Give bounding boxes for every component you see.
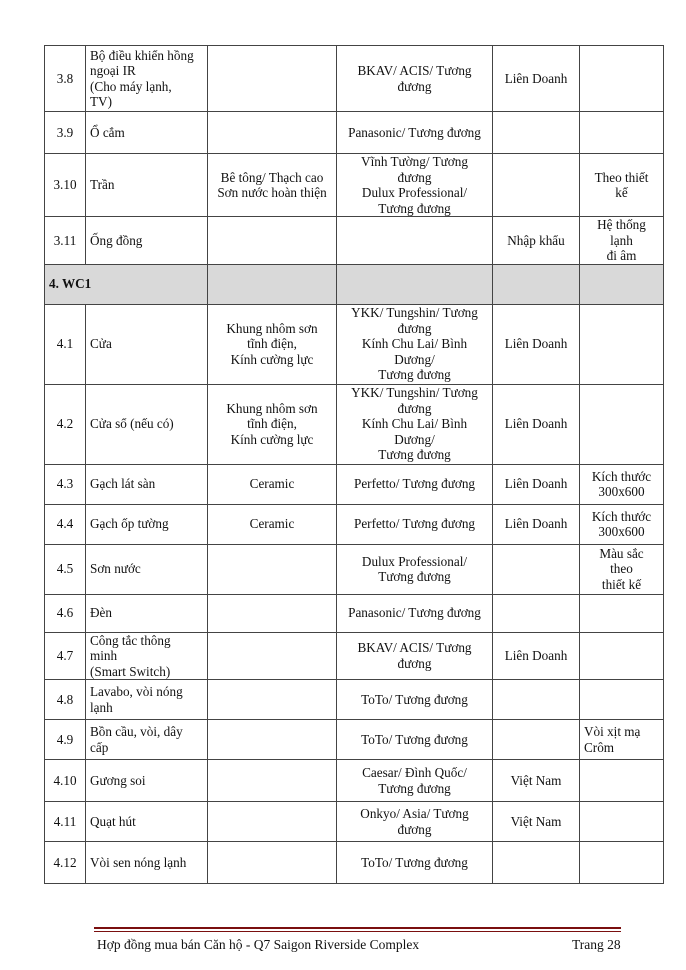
item-material	[208, 842, 337, 884]
item-name: Bộ điều khiển hồng ngoại IR (Cho máy lạnh, TV)	[86, 46, 208, 112]
item-name: Quạt hút	[86, 802, 208, 842]
item-note	[580, 594, 664, 632]
table-row	[45, 504, 664, 544]
item-number: 4.1	[45, 304, 86, 384]
item-material: Khung nhôm sơn tĩnh điện, Kính cường lực	[208, 384, 337, 464]
section-empty-cell	[580, 264, 664, 304]
item-origin	[493, 720, 580, 760]
item-number: 3.9	[45, 112, 86, 154]
item-origin: Liên Doanh	[493, 464, 580, 504]
section-empty-cell	[493, 264, 580, 304]
item-material	[208, 632, 337, 680]
materials-table	[44, 45, 664, 884]
item-name: Sơn nước	[86, 544, 208, 594]
footer-divider-thin	[94, 931, 621, 932]
footer-title: Hợp đồng mua bán Căn hộ - Q7 Saigon Riverside Complex	[97, 937, 420, 952]
item-origin	[493, 680, 580, 720]
item-note	[580, 842, 664, 884]
item-origin	[493, 544, 580, 594]
item-material	[208, 760, 337, 802]
table-row	[45, 594, 664, 632]
page-number: Trang 28	[572, 937, 621, 952]
section-title: 4. WC1	[45, 264, 208, 304]
item-number: 4.12	[45, 842, 86, 884]
item-number: 4.6	[45, 594, 86, 632]
item-number: 4.5	[45, 544, 86, 594]
item-brand: Onkyo/ Asia/ Tương đương	[337, 802, 493, 842]
section-empty-cell	[208, 264, 337, 304]
table-row	[45, 154, 664, 217]
item-material: Khung nhôm sơn tĩnh điện, Kính cường lực	[208, 304, 337, 384]
materials-table-body	[45, 46, 664, 884]
item-brand: ToTo/ Tương đương	[337, 842, 493, 884]
item-material	[208, 594, 337, 632]
item-note: Vòi xịt mạ Crôm	[580, 720, 664, 760]
item-number: 4.9	[45, 720, 86, 760]
item-note: Kích thước 300x600	[580, 504, 664, 544]
table-row	[45, 842, 664, 884]
item-number: 4.10	[45, 760, 86, 802]
item-note	[580, 680, 664, 720]
item-material: Ceramic	[208, 504, 337, 544]
item-origin: Việt Nam	[493, 760, 580, 802]
item-material	[208, 46, 337, 112]
item-material	[208, 544, 337, 594]
item-name: Gạch ốp tường	[86, 504, 208, 544]
item-name: Cửa	[86, 304, 208, 384]
item-origin	[493, 154, 580, 217]
item-number: 4.7	[45, 632, 86, 680]
item-origin	[493, 112, 580, 154]
footer-divider	[94, 927, 621, 929]
table-row	[45, 760, 664, 802]
table-row	[45, 304, 664, 384]
item-brand: Caesar/ Đình Quốc/ Tương đương	[337, 760, 493, 802]
item-origin: Nhập khẩu	[493, 217, 580, 265]
table-row	[45, 217, 664, 265]
item-material	[208, 112, 337, 154]
item-material	[208, 802, 337, 842]
item-brand: Perfetto/ Tương đương	[337, 504, 493, 544]
item-name: Cửa sổ (nếu có)	[86, 384, 208, 464]
item-brand: YKK/ Tungshin/ Tương đương Kính Chu Lai/ Bình Dương/ Tương đương	[337, 304, 493, 384]
item-brand: BKAV/ ACIS/ Tương đương	[337, 632, 493, 680]
item-brand: Panasonic/ Tương đương	[337, 594, 493, 632]
item-number: 3.11	[45, 217, 86, 265]
table-row	[45, 112, 664, 154]
item-name: Đèn	[86, 594, 208, 632]
item-brand: Panasonic/ Tương đương	[337, 112, 493, 154]
item-number: 4.11	[45, 802, 86, 842]
item-origin: Liên Doanh	[493, 504, 580, 544]
item-number: 4.2	[45, 384, 86, 464]
item-note	[580, 632, 664, 680]
item-brand: YKK/ Tungshin/ Tương đương Kính Chu Lai/ Bình Dương/ Tương đương	[337, 384, 493, 464]
item-material: Ceramic	[208, 464, 337, 504]
item-brand: Perfetto/ Tương đương	[337, 464, 493, 504]
item-brand: ToTo/ Tương đương	[337, 680, 493, 720]
item-note: Kích thước 300x600	[580, 464, 664, 504]
item-origin: Liên Doanh	[493, 304, 580, 384]
item-note	[580, 46, 664, 112]
table-row	[45, 544, 664, 594]
item-brand: BKAV/ ACIS/ Tương đương	[337, 46, 493, 112]
item-name: Vòi sen nóng lạnh	[86, 842, 208, 884]
item-name: Gương soi	[86, 760, 208, 802]
item-name: Ống đồng	[86, 217, 208, 265]
item-origin	[493, 594, 580, 632]
item-origin: Liên Doanh	[493, 384, 580, 464]
item-name: Trần	[86, 154, 208, 217]
item-name: Bồn cầu, vòi, dây cấp	[86, 720, 208, 760]
item-note	[580, 304, 664, 384]
item-brand	[337, 217, 493, 265]
item-brand: Dulux Professional/ Tương đương	[337, 544, 493, 594]
item-note: Màu sắc theo thiết kế	[580, 544, 664, 594]
item-material	[208, 720, 337, 760]
item-name: Ổ cắm	[86, 112, 208, 154]
item-name: Gạch lát sàn	[86, 464, 208, 504]
table-row	[45, 632, 664, 680]
table-row	[45, 720, 664, 760]
item-brand: ToTo/ Tương đương	[337, 720, 493, 760]
table-row	[45, 802, 664, 842]
item-origin: Liên Doanh	[493, 46, 580, 112]
table-row	[45, 464, 664, 504]
item-note	[580, 802, 664, 842]
item-number: 4.8	[45, 680, 86, 720]
item-brand: Vĩnh Tường/ Tương đương Dulux Professional/ Tương đương	[337, 154, 493, 217]
item-origin: Liên Doanh	[493, 632, 580, 680]
table-row	[45, 384, 664, 464]
item-number: 4.3	[45, 464, 86, 504]
item-material: Bê tông/ Thạch cao Sơn nước hoàn thiện	[208, 154, 337, 217]
item-material	[208, 680, 337, 720]
section-header-row	[45, 264, 664, 304]
item-number: 3.8	[45, 46, 86, 112]
item-number: 3.10	[45, 154, 86, 217]
item-name: Công tắc thông minh (Smart Switch)	[86, 632, 208, 680]
table-row	[45, 680, 664, 720]
item-material	[208, 217, 337, 265]
section-empty-cell	[337, 264, 493, 304]
item-note	[580, 384, 664, 464]
item-note	[580, 112, 664, 154]
item-origin: Việt Nam	[493, 802, 580, 842]
table-row	[45, 46, 664, 112]
item-note	[580, 760, 664, 802]
item-note: Theo thiết kế	[580, 154, 664, 217]
item-note: Hệ thống lạnh đi âm	[580, 217, 664, 265]
item-number: 4.4	[45, 504, 86, 544]
item-origin	[493, 842, 580, 884]
item-name: Lavabo, vòi nóng lạnh	[86, 680, 208, 720]
